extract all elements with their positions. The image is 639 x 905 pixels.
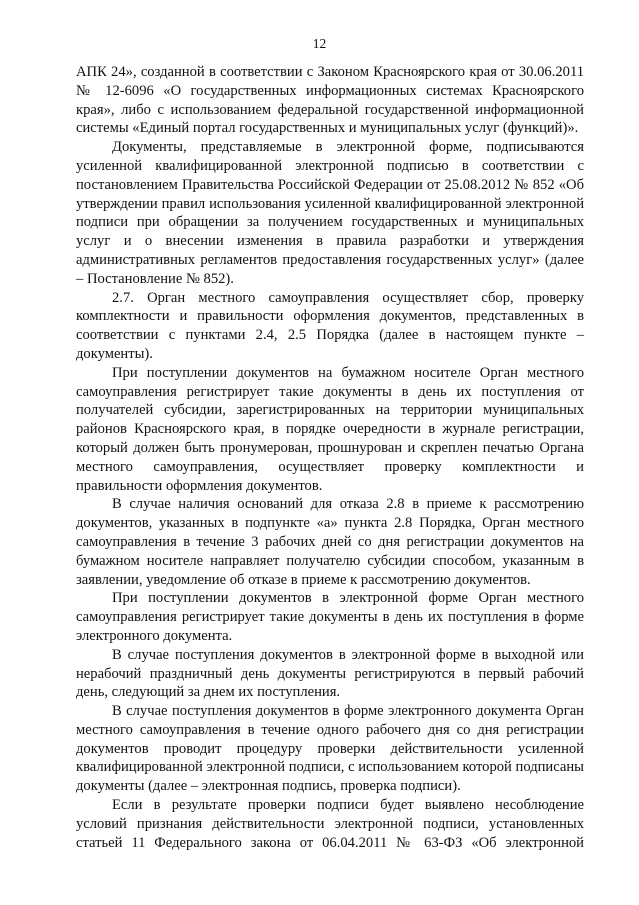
paragraph-continuation: АПК 24», созданной в соответствии с Законом Красноярского края от 30.06.2011 № 12-6096 «О государственных информационных системах Красноярского края», либо с использованием федеральной государственной информационной системы «Единый портал государственных и муниципальных услуг (функций)». — [76, 64, 584, 137]
paragraph-holiday-receipt: В случае поступления документов в электронной форме в выходной или нерабочий праздничный день документы регистрируются в первый рабочий день, следующий за днем их поступления. — [76, 646, 584, 701]
paragraph-signature-check: В случае поступления документов в форме электронного документа Орган местного самоуправления в течение одного рабочего дня со дня регистрации документов проводит процедуру проверки действительности усиленной квалифицированной электронной подписи, с использованием которой подписаны документы (далее – электронная подпись, проверка подписи). — [76, 703, 584, 795]
paragraph-item-2-7: 2.7. Орган местного самоуправления осуществляет сбор, проверку комплектности и правильности оформления документов, представленных в соответствии с пунктами 2.4, 2.5 Порядка (далее в настоящем пункте – документы). — [76, 289, 584, 362]
document-body — [76, 63, 584, 852]
paragraph-refusal-grounds: В случае наличия оснований для отказа 2.8 в приеме к рассмотрению документов, указанных в подпункте «а» пункта 2.8 Порядка, Орган местного самоуправления в течение 3 рабочих дней со дня регистрации документов на бумажном носителе направляет получателю субсидии способом, указанным в заявлении, уведомление об отказе в приеме к рассмотрению документов. — [76, 496, 584, 588]
paragraph-signature-noncompliance: Если в результате проверки подписи будет выявлено несоблюдение условий признания действительности электронной подписи, установленных статьей 11 Федерального закона от 06.04.2011 № 63-ФЗ «Об электронной — [76, 797, 584, 851]
paragraph-electronic-receipt: При поступлении документов в электронной форме Орган местного самоуправления регистрирует такие документы в день их поступления в форме электронного документа. — [76, 590, 584, 644]
page-number: 12 — [312, 36, 327, 51]
paragraph-electronic-signature: Документы, представляемые в электронной форме, подписываются усиленной квалифицированной электронной подписью в соответствии с постановлением Правительства Российской Федерации от 25.08.2012 № 852 «Об утверждении правил использования усиленной квалифицированной электронной подписи при обращении за получением государственных и муниципальных услуг и о внесении изменения в правила разработки и утверждения административных регламентов предоставления государственных услуг» (далее – Постановление № 852). — [76, 139, 584, 287]
paragraph-paper-documents: При поступлении документов на бумажном носителе Орган местного самоуправления регистрирует такие документы в день их поступления от получателей субсидии, зарегистрированных на территории муниципальных районов Красноярского края, в порядке очередности в журнале регистрации, который должен быть пронумерован, прошнурован и скреплен печатью Органа местного самоуправления, осуществляет проверку комплектности и правильности оформления документов. — [76, 364, 584, 494]
